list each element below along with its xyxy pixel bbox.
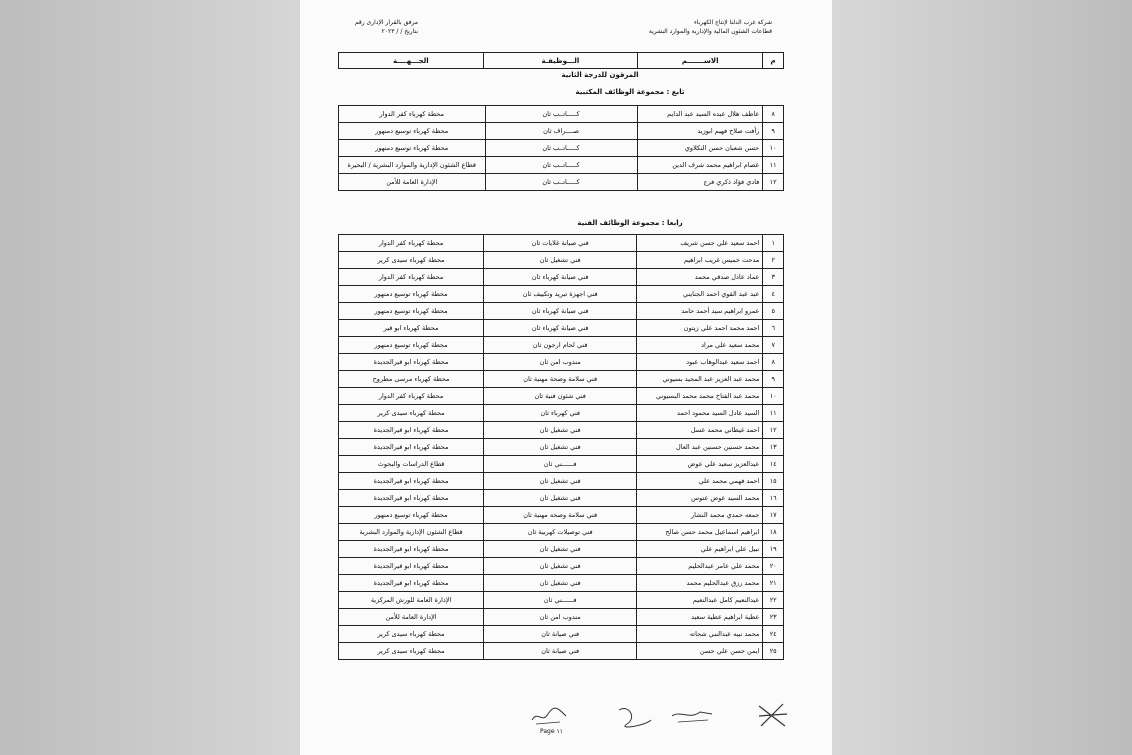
employee-name: حسن شعبان حسن النكلاوي [637, 140, 763, 157]
job-title: فني تشغيل ثان [484, 575, 637, 592]
row-number: ١٧ [763, 507, 784, 524]
company-name: شركة غرب الدلتا لإنتاج الكهرباء [693, 19, 772, 26]
department: قطاع الدراسات والبحوث [339, 456, 484, 473]
employee-name: رأفت صلاح فهيم ابوزيد [637, 123, 763, 140]
job-title: فني تشغيل ثان [484, 439, 637, 456]
col-header-dept: الجـــهــــة [339, 53, 484, 69]
job-title: كـــــاتــب ثان [485, 157, 637, 174]
table-row [339, 456, 784, 473]
employee-name: احمد غيطاني محمد عسل [637, 422, 763, 439]
row-number: ١٣ [763, 439, 784, 456]
row-number: ١٨ [763, 524, 784, 541]
department: محطة كهرباء ابو قيرالجديدة [339, 422, 484, 439]
employee-name: مدحت خميس غريب ابراهيم [637, 252, 763, 269]
department: محطة كهرباء كفر الدوار [339, 388, 484, 405]
employee-name: نبيل علي ابراهيم علي [637, 541, 763, 558]
table-row [339, 354, 784, 371]
row-number: ٢٥ [763, 643, 784, 660]
department: قطاع الشئون الإدارية والموارد البشرية / البحيرة [339, 157, 486, 174]
department: محطة كهرباء ابو قيرالجديدة [339, 490, 484, 507]
employee-name: ابراهيم اسماعيل محمد حسن صالح [637, 524, 763, 541]
table-row [339, 643, 784, 660]
table-row [339, 123, 784, 140]
table-row [339, 286, 784, 303]
job-title: فني شئون فنية ثان [484, 388, 637, 405]
employee-name: عاطف هلال عبده السيد عبد الدايم [637, 106, 763, 123]
table-row [339, 303, 784, 320]
decision-reference [328, 18, 418, 36]
decision-date-label: بتاريخ / / ٢٠٢٣ [381, 28, 418, 35]
department: محطة كهرباء ابو قيرالجديدة [339, 473, 484, 490]
section-title-technical: رابعا : مجموعة الوظائف الفنية [577, 219, 683, 227]
table-row [339, 473, 784, 490]
job-title: فني صيانة كهرباء ثان [484, 320, 637, 337]
job-title: فني لحام ارجون ثان [484, 337, 637, 354]
job-title: فني صيانة ثان [484, 626, 637, 643]
row-number: ١٠ [763, 140, 784, 157]
employee-name: جمعه حمدي محمد النشار [637, 507, 763, 524]
row-number: ١٩ [763, 541, 784, 558]
job-title: فني صيانة غلايات ثان [484, 235, 637, 252]
table-row [339, 157, 784, 174]
row-number: ٢ [763, 252, 784, 269]
table-row [339, 541, 784, 558]
department: محطة كهرباء ابو قير [339, 320, 484, 337]
employee-name: محمد سعيد علي مراد [637, 337, 763, 354]
row-number: ٨ [763, 354, 784, 371]
employee-name: محمد نبيه عبدالنبي شحاته [637, 626, 763, 643]
department: محطة كهرباء توسيع دمنهور [339, 286, 484, 303]
section-subtitle-clerical: تابع : مجموعة الوظائف المكتبية [575, 88, 685, 96]
department: محطة كهرباء سيدى كرير [339, 626, 484, 643]
department: محطة كهرباء سيدى كرير [339, 643, 484, 660]
row-number: ١١ [763, 157, 784, 174]
table-row [339, 592, 784, 609]
decision-number-label: مرفق بالقرار الإدارى رقم [354, 19, 418, 26]
table-row [339, 252, 784, 269]
document-page [300, 0, 832, 755]
employee-name: احمد سعيد علي حسن شريف [637, 235, 763, 252]
row-number: ٩ [763, 123, 784, 140]
section-title-promoted: المرقون للدرجة الثانية [561, 71, 639, 79]
employee-name: محمد رزق عبدالحليم محمد [637, 575, 763, 592]
job-title: كـــــاتــب ثان [485, 140, 637, 157]
col-header-num: م [763, 53, 784, 69]
job-title: فني تشغيل ثان [484, 473, 637, 490]
employee-name: محمد حسنين حسنين عبد العال [637, 439, 763, 456]
job-title: مندوب امن ثان [484, 609, 637, 626]
job-title: كـــــاتــب ثان [485, 174, 637, 191]
column-header-table [338, 52, 784, 69]
department: محطة كهرباء توسيع دمنهور [339, 337, 484, 354]
job-title: فني كهرباء ثان [484, 405, 637, 422]
department: محطة كهرباء سيدى كرير [339, 405, 484, 422]
department: محطة كهرباء توسيع دمنهور [339, 123, 486, 140]
department: محطة كهرباء توسيع دمنهور [339, 303, 484, 320]
row-number: ١١ [763, 405, 784, 422]
department: الإدارة العامة للأمن [339, 609, 484, 626]
row-number: ٦ [763, 320, 784, 337]
col-header-job: الـــوظيفـة [483, 53, 637, 69]
signature-4 [755, 700, 790, 730]
row-number: ١٥ [763, 473, 784, 490]
table-row [339, 439, 784, 456]
page-number: Page ١١ [540, 728, 563, 735]
row-number: ٣ [763, 269, 784, 286]
row-number: ٢١ [763, 575, 784, 592]
table-row [339, 174, 784, 191]
job-title: فــــــني ثان [484, 456, 637, 473]
employee-name: عصام ابراهيم محمد شرف الدين [637, 157, 763, 174]
department: محطة كهرباء كفر الدوار [339, 235, 484, 252]
table-row [339, 507, 784, 524]
row-number: ٥ [763, 303, 784, 320]
table-row [339, 337, 784, 354]
table-row [339, 575, 784, 592]
row-number: ٧ [763, 337, 784, 354]
table-row [339, 422, 784, 439]
signature-3 [670, 700, 715, 730]
sector-name: قطاعات الشئون المالية والإدارية والموارد البشرية [648, 28, 772, 35]
department: محطة كهرباء ابو قيرالجديدة [339, 558, 484, 575]
department: محطة كهرباء ابو قيرالجديدة [339, 575, 484, 592]
job-title: فني توصيلات كهربية ثان [484, 524, 637, 541]
employee-name: ايمن حسن علي حسن [637, 643, 763, 660]
row-number: ٩ [763, 371, 784, 388]
table-row [339, 140, 784, 157]
job-title: فني تشغيل ثان [484, 490, 637, 507]
department: محطة كهرباء توسيع دمنهور [339, 140, 486, 157]
row-number: ٤ [763, 286, 784, 303]
table-row [339, 558, 784, 575]
table-row [339, 609, 784, 626]
row-number: ١٤ [763, 456, 784, 473]
table-row [339, 626, 784, 643]
job-title: فني سلامة وصحة مهنية ثان [484, 371, 637, 388]
employee-name: السيد عادل السيد محمود احمد [637, 405, 763, 422]
table-row [339, 269, 784, 286]
department: محطة كهرباء كفر الدوار [339, 269, 484, 286]
job-title: فني سلامة وصحه مهنية ثان [484, 507, 637, 524]
table-row [339, 320, 784, 337]
employee-name: احمد سعيد عبدالوهاب عبود [637, 354, 763, 371]
row-number: ١ [763, 235, 784, 252]
col-header-name: الاســـــــم [638, 53, 763, 69]
job-title: فني اجهزة تبريد وتكييف ثان [484, 286, 637, 303]
department: محطة كهرباء ابو قيرالجديدة [339, 541, 484, 558]
signature-1 [530, 700, 570, 730]
background-left [0, 0, 300, 755]
job-title: فني صيانة كهرباء ثان [484, 303, 637, 320]
employee-name: عبدالنعيم كامل عبدالنعيم [637, 592, 763, 609]
technical-table [338, 234, 784, 660]
department: محطة كهرباء سيدى كرير [339, 252, 484, 269]
job-title: فني تشغيل ثان [484, 422, 637, 439]
row-number: ٢٤ [763, 626, 784, 643]
row-number: ١٦ [763, 490, 784, 507]
job-title: فني تشغيل ثان [484, 541, 637, 558]
job-title: مندوب امن ثان [484, 354, 637, 371]
department: قطاع الشئون الإدارية والموارد البشرية [339, 524, 484, 541]
job-title: فني تشغيل ثان [484, 558, 637, 575]
job-title: فــــــني ثان [484, 592, 637, 609]
employee-name: محمد السيد عوض عتوس [637, 490, 763, 507]
employee-name: عبد عبد القوي احمد الجنايني [637, 286, 763, 303]
department: محطة كهرباء مرسى مطروح [339, 371, 484, 388]
clerical-table [338, 105, 784, 191]
row-number: ١٠ [763, 388, 784, 405]
department: الإدارة العامة للأمن [339, 174, 486, 191]
job-title: فني صيانة ثان [484, 643, 637, 660]
department: محطة كهرباء ابو قيرالجديدة [339, 439, 484, 456]
table-row [339, 490, 784, 507]
background-right [832, 0, 1132, 755]
table-row [339, 235, 784, 252]
signature-2 [615, 700, 655, 730]
employee-name: عماد عادل صدقي محمد [637, 269, 763, 286]
table-row [339, 371, 784, 388]
department: الإدارة العامة للورش المركزية [339, 592, 484, 609]
employee-name: احمد فهمي محمد علي [637, 473, 763, 490]
table-row [339, 524, 784, 541]
row-number: ١٢ [763, 174, 784, 191]
employee-name: عبدالعزيز سعيد علي عوض [637, 456, 763, 473]
company-header [649, 18, 772, 36]
job-title: كـــــاتــب ثان [485, 106, 637, 123]
table-row [339, 106, 784, 123]
department: محطة كهرباء توسيع دمنهور [339, 507, 484, 524]
table-row [339, 388, 784, 405]
employee-name: محمد علي عامر عبدالحليم [637, 558, 763, 575]
row-number: ٢٠ [763, 558, 784, 575]
employee-name: عطية ابراهيم عطية سعيد [637, 609, 763, 626]
job-title: فني صيانة كهرباء ثان [484, 269, 637, 286]
employee-name: احمد محمد احمد علي زيتون [637, 320, 763, 337]
department: محطة كهرباء ابو قيرالجديدة [339, 354, 484, 371]
row-number: ٨ [763, 106, 784, 123]
employee-name: محمد عبد الفتاح محمد محمد البسيوني [637, 388, 763, 405]
job-title: فني تشغيل ثان [484, 252, 637, 269]
row-number: ١٢ [763, 422, 784, 439]
row-number: ٢٣ [763, 609, 784, 626]
employee-name: فادي فؤاد ذكري فرج [637, 174, 763, 191]
employee-name: عمرو ابراهيم سيد أحمد حامد [637, 303, 763, 320]
employee-name: محمد عبد العزيز عبد المجيد بسيوني [637, 371, 763, 388]
row-number: ٢٢ [763, 592, 784, 609]
job-title: صــــراف ثان [485, 123, 637, 140]
department: محطة كهرباء كفر الدوار [339, 106, 486, 123]
table-row [339, 405, 784, 422]
